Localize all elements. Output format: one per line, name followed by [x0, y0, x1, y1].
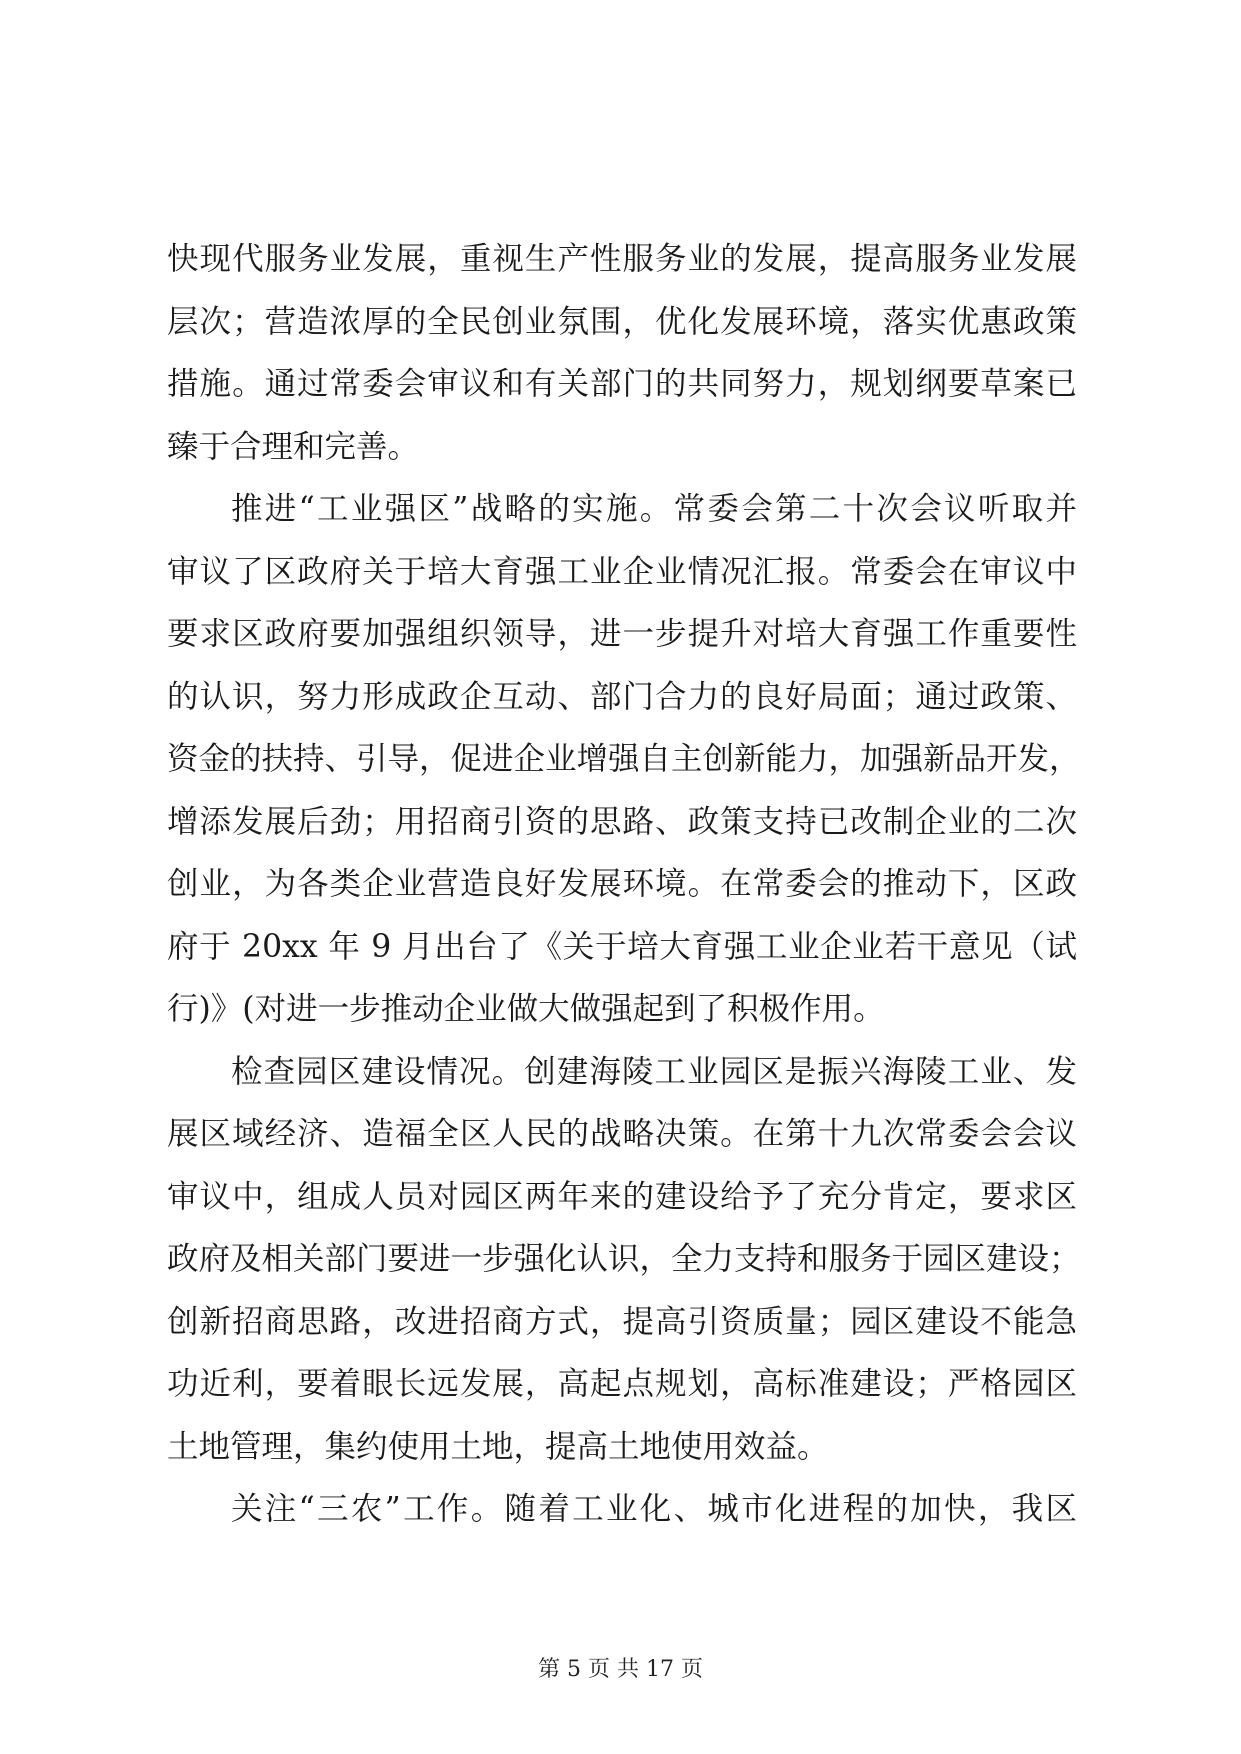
text-line: 创业，为各类企业营造良好发展环境。在常委会的推动下，区政: [167, 866, 1077, 902]
paragraph-start-line: 推进“工业强区”战略的实施。常委会第二十次会议听取并: [231, 491, 1077, 527]
paragraph-start-line: 检查园区建设情况。创建海陵工业园区是振兴海陵工业、发: [231, 1053, 1077, 1090]
text-line: 资金的扶持、引导，促进企业增强自主创新能力，加强新品开发，: [167, 741, 1081, 777]
text-line: 展区域经济、造福全区人民的战略决策。在第十九次常委会会议: [167, 1116, 1077, 1152]
text-line: 层次；营造浓厚的全民创业氛围，优化发展环境，落实优惠政策: [167, 303, 1077, 340]
document-body: [167, 228, 1081, 1541]
text-line: 府于 20xx 年 9 月出台了《关于培大育强工业企业若干意见（试: [167, 928, 1077, 965]
text-line: 功近利，要着眼长远发展，高起点规划，高标准建设；严格园区: [167, 1366, 1077, 1402]
text-line: 臻于合理和完善。: [167, 428, 420, 465]
text-line: 审议了区政府关于培大育强工业企业情况汇报。常委会在审议中: [167, 553, 1077, 590]
text-line: 土地管理，集约使用土地，提高土地使用效益。: [167, 1428, 829, 1465]
text-line: 措施。通过常委会审议和有关部门的共同努力，规划纲要草案已: [167, 366, 1077, 402]
paragraph-start-line: 关注“三农”工作。随着工业化、城市化进程的加快，我区: [231, 1491, 1077, 1527]
text-line: 行)》(对进一步推动企业做大做强起到了积极作用。: [167, 991, 885, 1027]
text-line: 创新招商思路，改进招商方式，提高引资质量；园区建设不能急: [167, 1303, 1077, 1340]
text-line: 要求区政府要加强组织领导，进一步提升对培大育强工作重要性: [167, 616, 1077, 652]
page-number-footer: 第 5 页 共 17 页: [538, 1657, 703, 1682]
text-line: 政府及相关部门要进一步强化认识，全力支持和服务于园区建设；: [167, 1241, 1081, 1277]
text-line: 增添发展后劲；用招商引资的思路、政策支持已改制企业的二次: [167, 803, 1077, 840]
text-line: 审议中，组成人员对园区两年来的建设给予了充分肯定，要求区: [167, 1178, 1077, 1215]
text-line: 的认识，努力形成政企互动、部门合力的良好局面；通过政策、: [167, 678, 1077, 715]
text-line: 快现代服务业发展，重视生产性服务业的发展，提高服务业发展: [167, 241, 1077, 277]
